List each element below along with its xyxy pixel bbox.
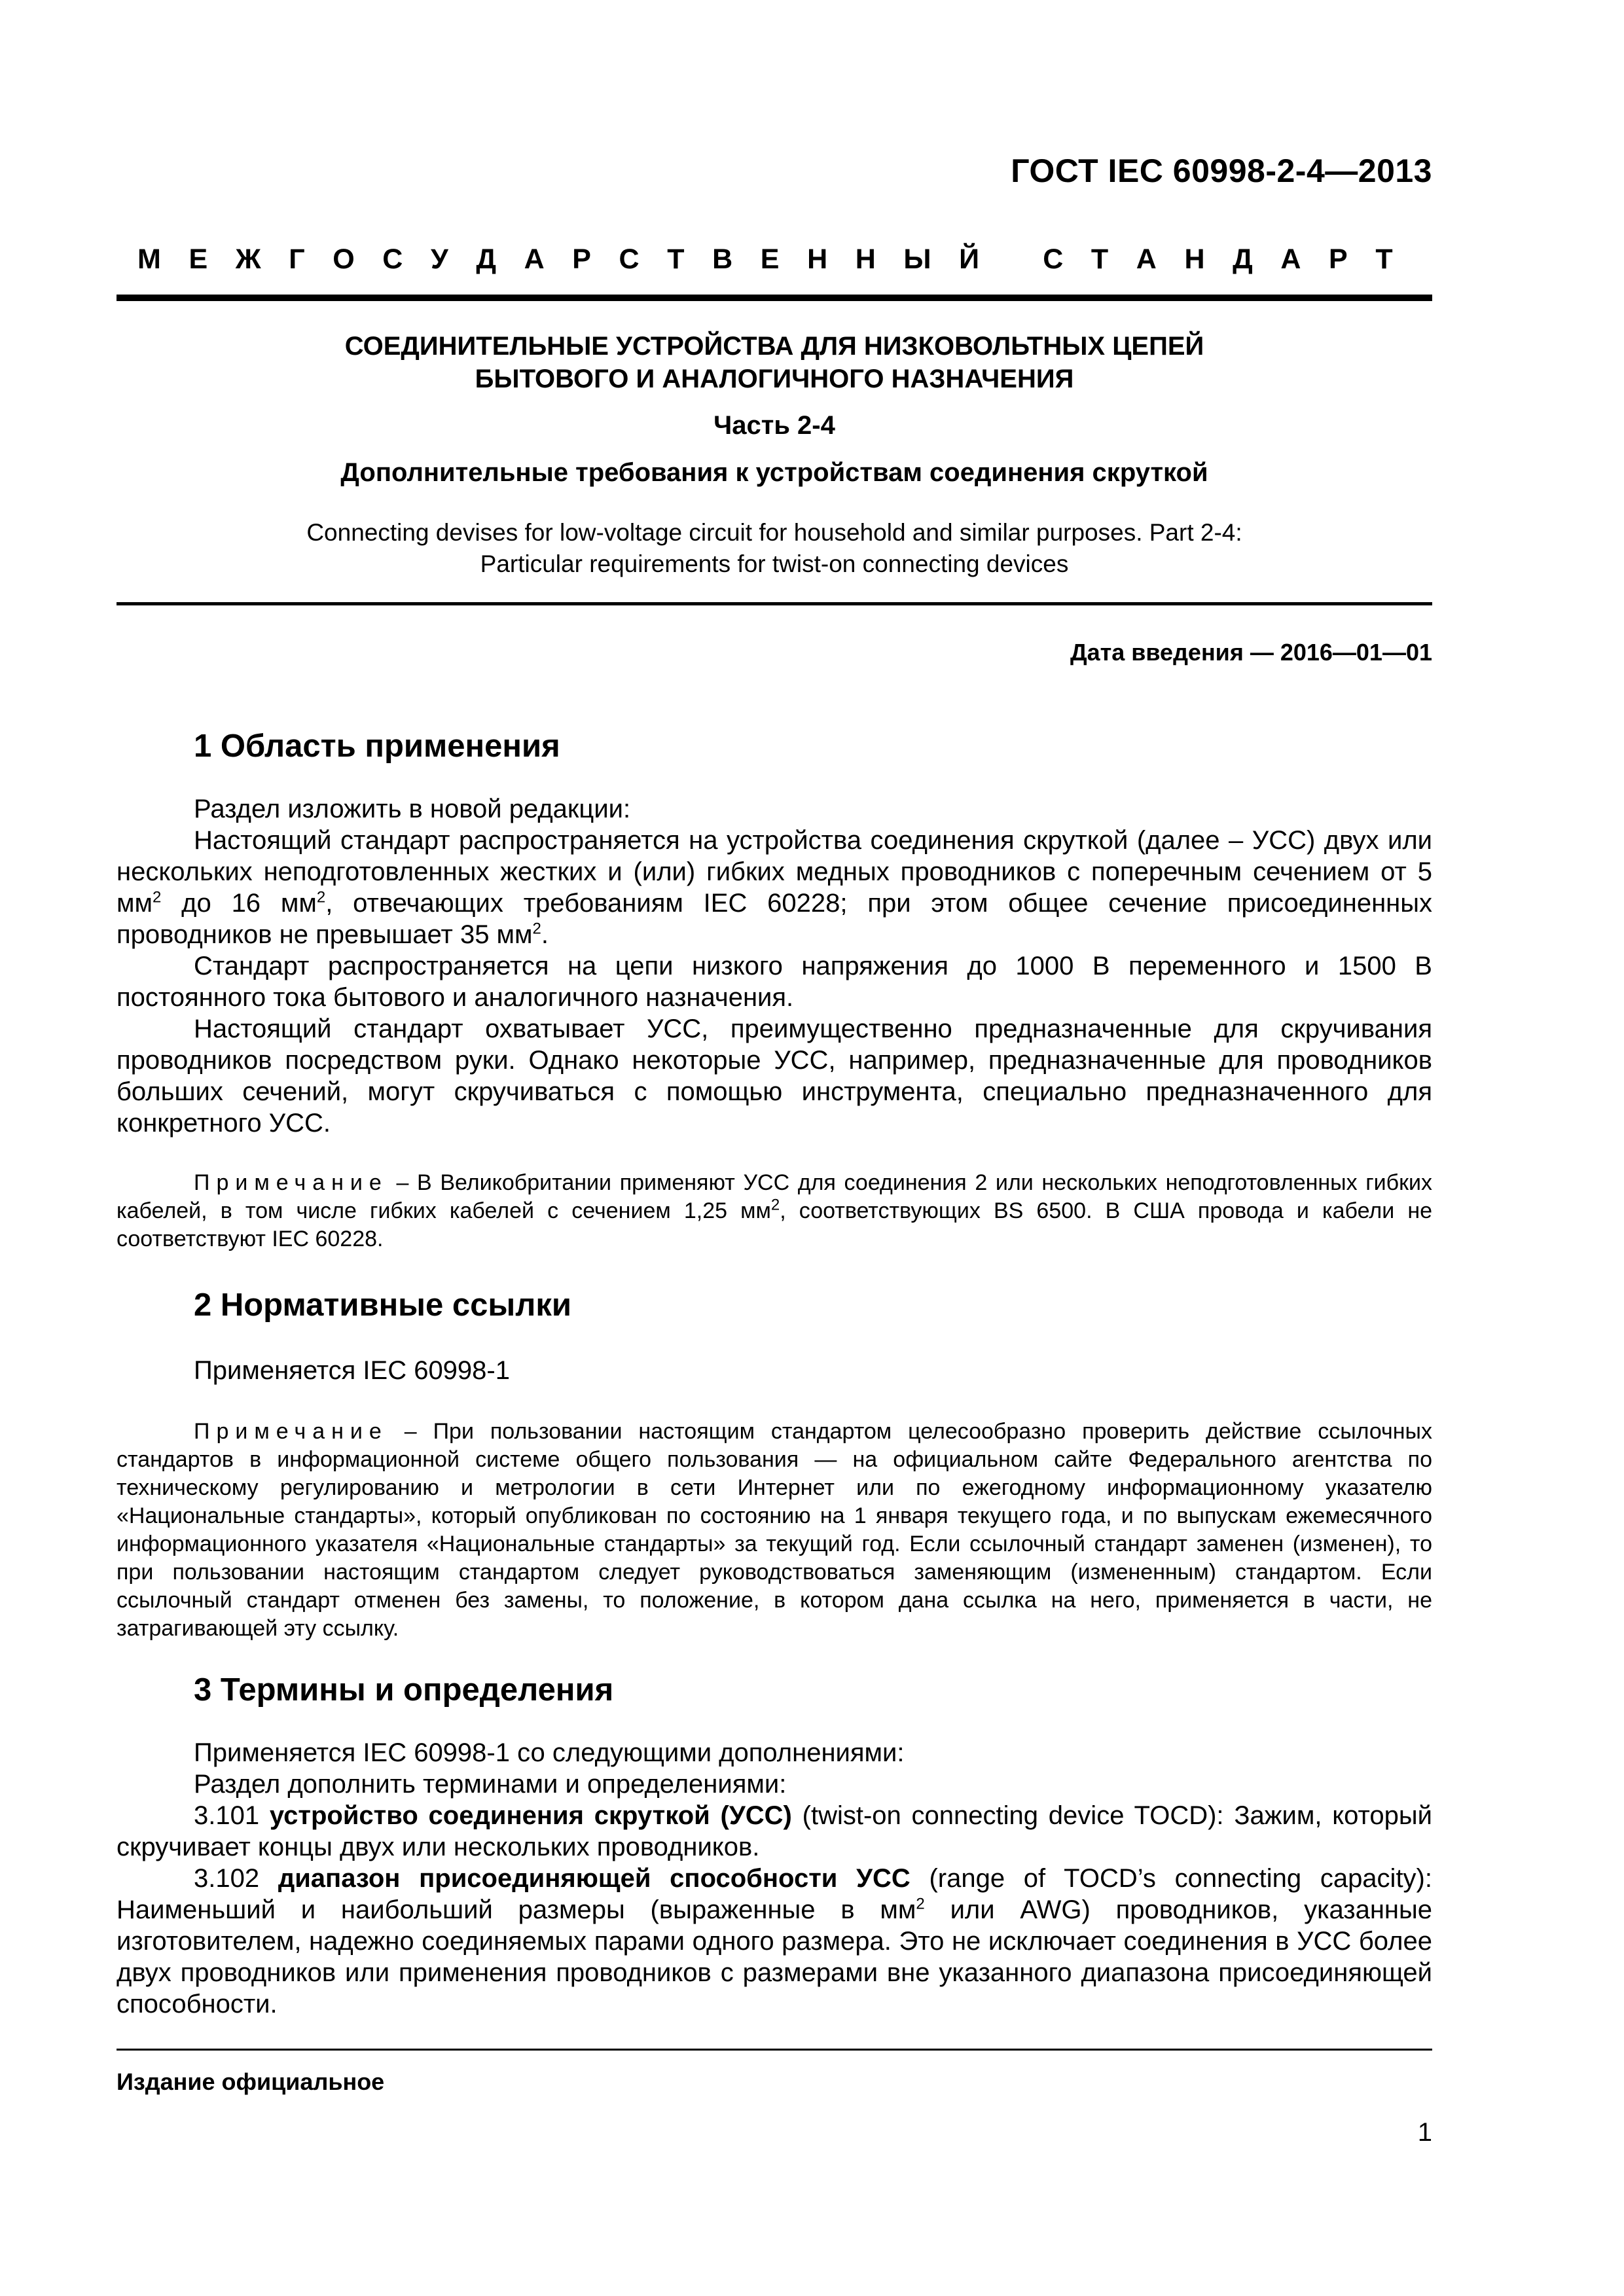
banner-letter: Г [289,243,305,275]
english-title [117,517,1432,580]
banner-letter: В [712,243,733,275]
banner-letter: Д [1233,243,1253,275]
note-label: Примечание [194,1419,388,1444]
banner-letter: Н [1184,243,1205,275]
section-2-heading: 2 Нормативные ссылки [194,1287,571,1323]
title-line-2: БЫТОВОГО И АНАЛОГИЧНОГО НАЗНАЧЕНИЯ [475,365,1074,393]
banner-letter: Ж [235,243,261,275]
banner-letter: Ы [903,243,931,275]
section-1-paragraph-3: Стандарт распространяется на цепи низкого напряжения до 1000 В переменного и 1500 В постоянного тока бытового и аналогичного назначения. [117,952,1432,1012]
banner-letter: С [382,243,403,275]
banner-letter: Е [189,243,208,275]
note-label: Примечание [194,1170,388,1195]
banner-letter: Й [959,243,980,275]
section-2-note: Примечание – При пользовании настоящим стандартом целесообразно проверить действие ссылочных стандартов в информационной системе общего пользования — на официальном сайте Федерального агентства по техническому регулированию и метрологии в сети Интернет или по ежегодному информационному указателю «Национальные стандарты», который опубликован по состоянию на 1 января текущего года, и по выпускам ежемесячного информационного указателя «Национальные стандарты» за текущий год. Если ссылочный стандарт заменен (изменен), то при пользовании настоящим стандартом следует руководствоваться заменяющим (измененным) стандартом. Если ссылочный стандарт отменен без замены, то положение, в котором дана ссылка на него, применяется в части, не затрагивающей эту ссылку. [117,1419,1432,1641]
edition-label: Издание официальное [117,2068,385,2095]
banner-letter: С [619,243,640,275]
section-1-heading: 1 Область применения [194,728,560,764]
banner-letter: Р [1329,243,1348,275]
banner-letter: М [137,243,161,275]
banner-letter: У [430,243,448,275]
banner-letter: Н [855,243,876,275]
section-3-paragraph-1: Применяется IEC 60998-1 со следующими дополнениями: [194,1738,905,1767]
term-3-102-name: диапазон присоединяющей способности УСС [278,1864,911,1893]
title-line-1: СОЕДИНИТЕЛЬНЫЕ УСТРОЙСТВА ДЛЯ НИЗКОВОЛЬТНЫХ ЦЕПЕЙ [344,332,1204,361]
banner-letter [1007,243,1015,276]
banner-letter: Т [1091,243,1109,275]
section-1-paragraph-1: Раздел изложить в новой редакции: [194,795,631,823]
document-title [117,330,1432,395]
standard-type-banner [137,243,1393,276]
section-3-heading: 3 Термины и определения [194,1672,614,1708]
banner-letter: А [1280,243,1301,275]
section-1-paragraph-2: Настоящий стандарт распространяется на устройства соединения скруткой (далее – УСС) двух или нескольких неподготовленных жестких и (или) гибких медных проводников с поперечным сечением от 5 $мм^2$ до 16 $мм^2$, отвечающих требованиям IEC 60228; при этом общее сечение присоединенных проводников не превышает 35 $мм^2$. [117,826,1433,949]
section-1-note: Примечание – В Великобритании применяют УСС для соединения 2 или нескольких неподготовленных гибких кабелей, в том числе гибких кабелей с сечением 1,25 $мм^2$, соответствующих BS 6500. В США провода и кабели не соответствуют IEC 60228. [117,1170,1433,1251]
banner-letter: Е [760,243,780,275]
term-3-101-name: устройство соединения скруткой (УСС) [269,1801,792,1830]
part-label: Часть 2-4 [713,411,835,440]
section-2-paragraph-1: Применяется IEC 60998-1 [194,1356,510,1385]
section-1-paragraph-4: Настоящий стандарт охватывает УСС, преимущественно предназначенные для скручивания проводников посредством руки. Однако некоторые УСС, например, предназначенные для проводников больших сечений, могут скручиваться с помощью инструмента, специально предназначенного для конкретного УСС. [117,1014,1432,1138]
page-number: 1 [1417,2118,1432,2147]
banner-letter: Т [667,243,685,275]
term-3-102: 3.102 диапазон присоединяющей способности УСС (range of TOCD’s connecting capacity): Наименьший и наибольший размеры (выраженные в $мм^2$ или AWG) проводников, указанные изготовителем, надежно соединяемых парами одного размера. Это не исключает соединения в УСС более двух проводников или применения проводников с размерами вне указанного диапазона присоединяющей способности. [117,1864,1432,2018]
banner-letter: А [1136,243,1157,275]
header-rule [117,295,1432,301]
banner-letter: Д [476,243,496,275]
banner-letter: Т [1375,243,1393,275]
banner-letter: О [333,243,355,275]
english-title-line-1: Connecting devises for low-voltage circuit for household and similar purposes. Part 2-4: [306,519,1242,546]
banner-letter: Р [572,243,591,275]
banner-letter: Н [807,243,828,275]
banner-letter: А [524,243,545,275]
title-rule [117,602,1432,605]
footer-rule [117,2049,1432,2051]
document-subtitle: Дополнительные требования к устройствам соединения скруткой [340,458,1208,487]
introduction-date: Дата введения — 2016—01—01 [1070,639,1432,666]
section-3-paragraph-2: Раздел дополнить терминами и определениями: [194,1770,787,1799]
term-3-101: 3.101 устройство соединения скруткой (УСС) (twist-on connecting device TOCD): Зажим, который скручивает концы двух или нескольких проводников. [117,1801,1432,1861]
english-title-line-2: Particular requirements for twist-on connecting devices [480,550,1069,577]
document-number: ГОСТ IEC 60998-2-4—2013 [1011,152,1432,189]
banner-letter: С [1043,243,1064,275]
